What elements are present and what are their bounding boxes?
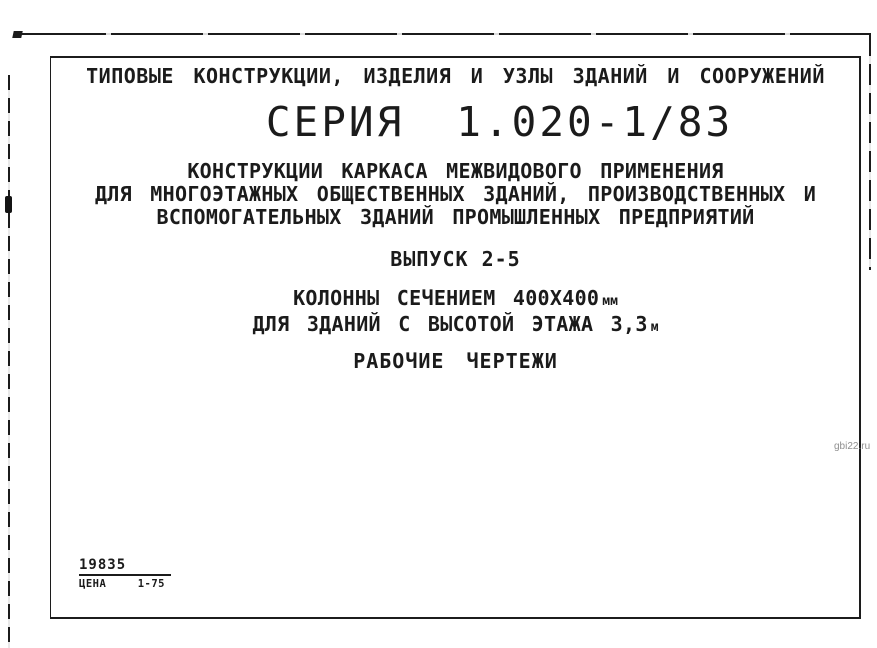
spec-line-storey-height-text: ДЛЯ ЗДАНИЙ С ВЫСОТОЙ ЭТАЖА 3,3 [252,312,648,336]
series-number: 1.020-1/83 [456,98,734,146]
series-label: СЕРИЯ [265,98,405,146]
price-stamp [79,557,171,590]
spec-line-columns-text: КОЛОННЫ СЕЧЕНИЕМ 400Х400 [293,286,600,310]
scan-edge-left-line [8,75,10,648]
scan-edge-top-corner-mark [12,31,22,38]
subtitle-line-3: ВСПОМОГАТЕЛЬНЫХ ЗДАНИЙ ПРОМЫШЛЕННЫХ ПРЕДПРИЯТИЙ [156,205,755,229]
stamp-price-label: ЦЕНА [79,578,107,590]
document-category-title: ТИПОВЫЕ КОНСТРУКЦИИ, ИЗДЕЛИЯ И УЗЛЫ ЗДАНИЙ И СООРУЖЕНИЙ [86,64,825,88]
scan-edge-left-ink-blob [5,196,12,213]
specification-lines [50,287,861,339]
spec-line-columns [50,287,861,313]
site-watermark: gbi22.ru [834,441,871,452]
stamp-price-value: 1-75 [137,578,165,590]
subtitle-line-2: ДЛЯ МНОГОЭТАЖНЫХ ОБЩЕСТВЕННЫХ ЗДАНИЙ, ПРОИЗВОДСТВЕННЫХ И [94,182,817,206]
spec-line-storey-height-unit: м [650,320,659,335]
spec-line-storey-height [50,313,861,339]
scan-edge-right-line [869,35,871,270]
stamp-price [79,578,165,590]
document-subtitle [50,160,861,229]
issue-number: ВЫПУСК 2-5 [390,247,521,271]
stamp-code: 19835 [79,557,171,576]
scan-edge-top-line [14,33,871,35]
subtitle-line-1: КОНСТРУКЦИИ КАРКАСА МЕЖВИДОВОГО ПРИМЕНЕНИЯ [187,159,724,183]
series-heading [94,98,877,146]
spec-line-columns-unit: мм [602,294,618,309]
document-type-label: РАБОЧИЕ ЧЕРТЕЖИ [353,349,558,373]
